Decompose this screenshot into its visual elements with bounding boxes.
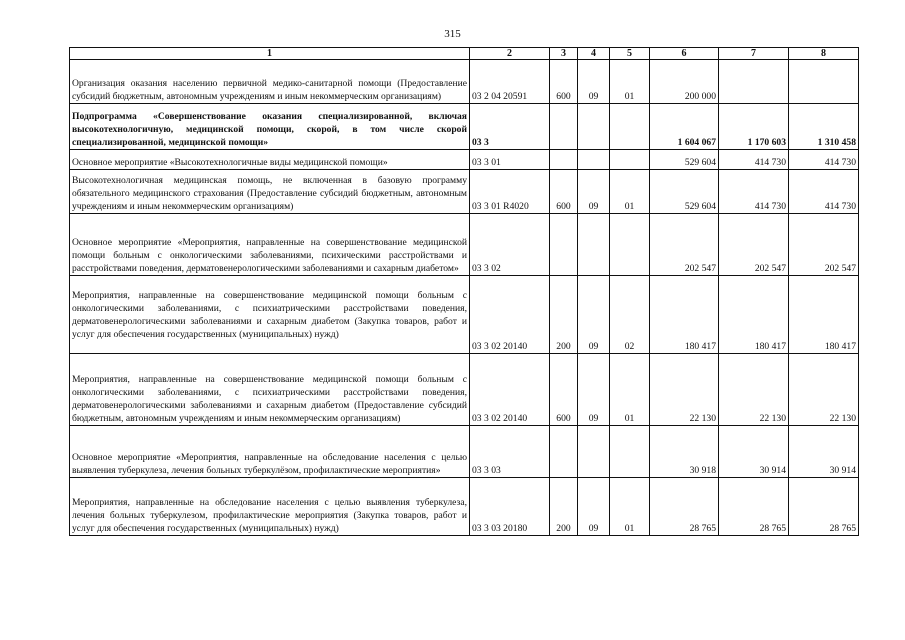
row-col8: 180 417: [789, 276, 859, 354]
row-col4: [578, 426, 610, 478]
row-col3: [550, 150, 578, 170]
row-col8: 1 310 458: [789, 104, 859, 150]
row-description: Мероприятия, направленные на совершенствование медицинской помощи больным с онкологическими заболеваниями, с психиатрическими расстройствами поведения, дерматовенерологическими заболеваниями и сахарным диабетом (Закупка товаров, работ и услуг для обеспечения государственных (муниципальных) нужд): [70, 276, 470, 354]
row-code: 03 3 02 20140: [470, 354, 550, 426]
row-col7: [719, 60, 789, 104]
row-col5: 02: [610, 276, 650, 354]
row-code: 03 2 04 20591: [470, 60, 550, 104]
row-description: Высокотехнологичная медицинская помощь, не включенная в базовую программу обязательного медицинского страхования (Предоставление субсидий бюджетным, автономным учреждениям и иным некоммерческим организациям): [70, 170, 470, 214]
row-col6: 22 130: [650, 354, 719, 426]
row-col3: [550, 104, 578, 150]
column-header-7: 7: [719, 48, 789, 60]
row-col7: 1 170 603: [719, 104, 789, 150]
row-description: Основное мероприятие «Высокотехнологичные виды медицинской помощи»: [70, 150, 470, 170]
row-code: 03 3 01: [470, 150, 550, 170]
row-col5: [610, 150, 650, 170]
table-row: [70, 214, 859, 276]
row-col6: 30 918: [650, 426, 719, 478]
row-col8: 414 730: [789, 170, 859, 214]
row-col7: 30 914: [719, 426, 789, 478]
row-description: Подпрограмма «Совершенствование оказания специализированной, включая высокотехнологичную, медицинской помощи, скорой, в том числе скорой специализированной, медицинской помощи»: [70, 104, 470, 150]
row-code: 03 3: [470, 104, 550, 150]
row-col4: 09: [578, 60, 610, 104]
row-col7: 414 730: [719, 170, 789, 214]
table-row: [70, 354, 859, 426]
row-col7: 180 417: [719, 276, 789, 354]
table-row: [70, 150, 859, 170]
row-col4: 09: [578, 276, 610, 354]
row-col8: 414 730: [789, 150, 859, 170]
row-col3: 200: [550, 478, 578, 536]
row-code: 03 3 03 20180: [470, 478, 550, 536]
column-header-2: 2: [470, 48, 550, 60]
row-col6: 1 604 067: [650, 104, 719, 150]
row-code: 03 3 02: [470, 214, 550, 276]
row-col6: 529 604: [650, 150, 719, 170]
row-col7: 28 765: [719, 478, 789, 536]
row-col7: 22 130: [719, 354, 789, 426]
table-row: [70, 60, 859, 104]
row-col3: [550, 214, 578, 276]
row-col3: 200: [550, 276, 578, 354]
row-code: 03 3 03: [470, 426, 550, 478]
row-col8: [789, 60, 859, 104]
column-header-5: 5: [610, 48, 650, 60]
row-col5: 01: [610, 170, 650, 214]
row-col4: 09: [578, 354, 610, 426]
row-col6: 28 765: [650, 478, 719, 536]
row-description: Основное мероприятие «Мероприятия, направленные на обследование населения с целью выявления туберкулеза, лечения больных туберкулёзом, профилактические мероприятия»: [70, 426, 470, 478]
column-header-8: 8: [789, 48, 859, 60]
row-col6: 529 604: [650, 170, 719, 214]
row-col5: 01: [610, 478, 650, 536]
row-col6: 202 547: [650, 214, 719, 276]
row-col5: 01: [610, 354, 650, 426]
row-description: Основное мероприятие «Мероприятия, направленные на совершенствование медицинской помощи больным с онкологическими заболеваниями, психическими расстройствами и расстройствами поведения, дерматовенерологическими заболеваниями и сахарным диабетом»: [70, 214, 470, 276]
row-col5: [610, 214, 650, 276]
row-code: 03 3 01 R4020: [470, 170, 550, 214]
row-col4: 09: [578, 478, 610, 536]
table-row: [70, 170, 859, 214]
table-row: [70, 104, 859, 150]
table-row: [70, 426, 859, 478]
row-col3: [550, 426, 578, 478]
page-number: 315: [444, 28, 461, 40]
row-col6: 180 417: [650, 276, 719, 354]
row-col4: [578, 104, 610, 150]
row-code: 03 3 02 20140: [470, 276, 550, 354]
row-col8: 22 130: [789, 354, 859, 426]
row-col4: [578, 150, 610, 170]
row-description: Мероприятия, направленные на совершенствование медицинской помощи больным с онкологическими заболеваниями, с психиатрическими расстройствами поведения, дерматовенерологическими заболеваниями и сахарным диабетом (Предоставление субсидий бюджетным, автономным учреждениям и иным некоммерческим организациям): [70, 354, 470, 426]
row-col7: 414 730: [719, 150, 789, 170]
header-row: [70, 48, 859, 60]
row-col7: 202 547: [719, 214, 789, 276]
row-col4: 09: [578, 170, 610, 214]
row-description: Организация оказания населению первичной медико-санитарной помощи (Предоставление субсидий бюджетным, автономным учреждениям и иным некоммерческим организациям): [70, 60, 470, 104]
row-col5: 01: [610, 60, 650, 104]
row-col8: 30 914: [789, 426, 859, 478]
row-col3: 600: [550, 354, 578, 426]
budget-table: [69, 47, 859, 536]
row-col3: 600: [550, 170, 578, 214]
row-col8: 28 765: [789, 478, 859, 536]
row-col5: [610, 426, 650, 478]
table-row: [70, 276, 859, 354]
row-col8: 202 547: [789, 214, 859, 276]
row-col6: 200 000: [650, 60, 719, 104]
column-header-3: 3: [550, 48, 578, 60]
row-col5: [610, 104, 650, 150]
row-description: Мероприятия, направленные на обследование населения с целью выявления туберкулеза, лечения больных туберкулезом, профилактические мероприятия (Закупка товаров, работ и услуг для обеспечения государственных (муниципальных) нужд): [70, 478, 470, 536]
column-header-6: 6: [650, 48, 719, 60]
column-header-1: 1: [70, 48, 470, 60]
column-header-4: 4: [578, 48, 610, 60]
row-col4: [578, 214, 610, 276]
table-row: [70, 478, 859, 536]
row-col3: 600: [550, 60, 578, 104]
